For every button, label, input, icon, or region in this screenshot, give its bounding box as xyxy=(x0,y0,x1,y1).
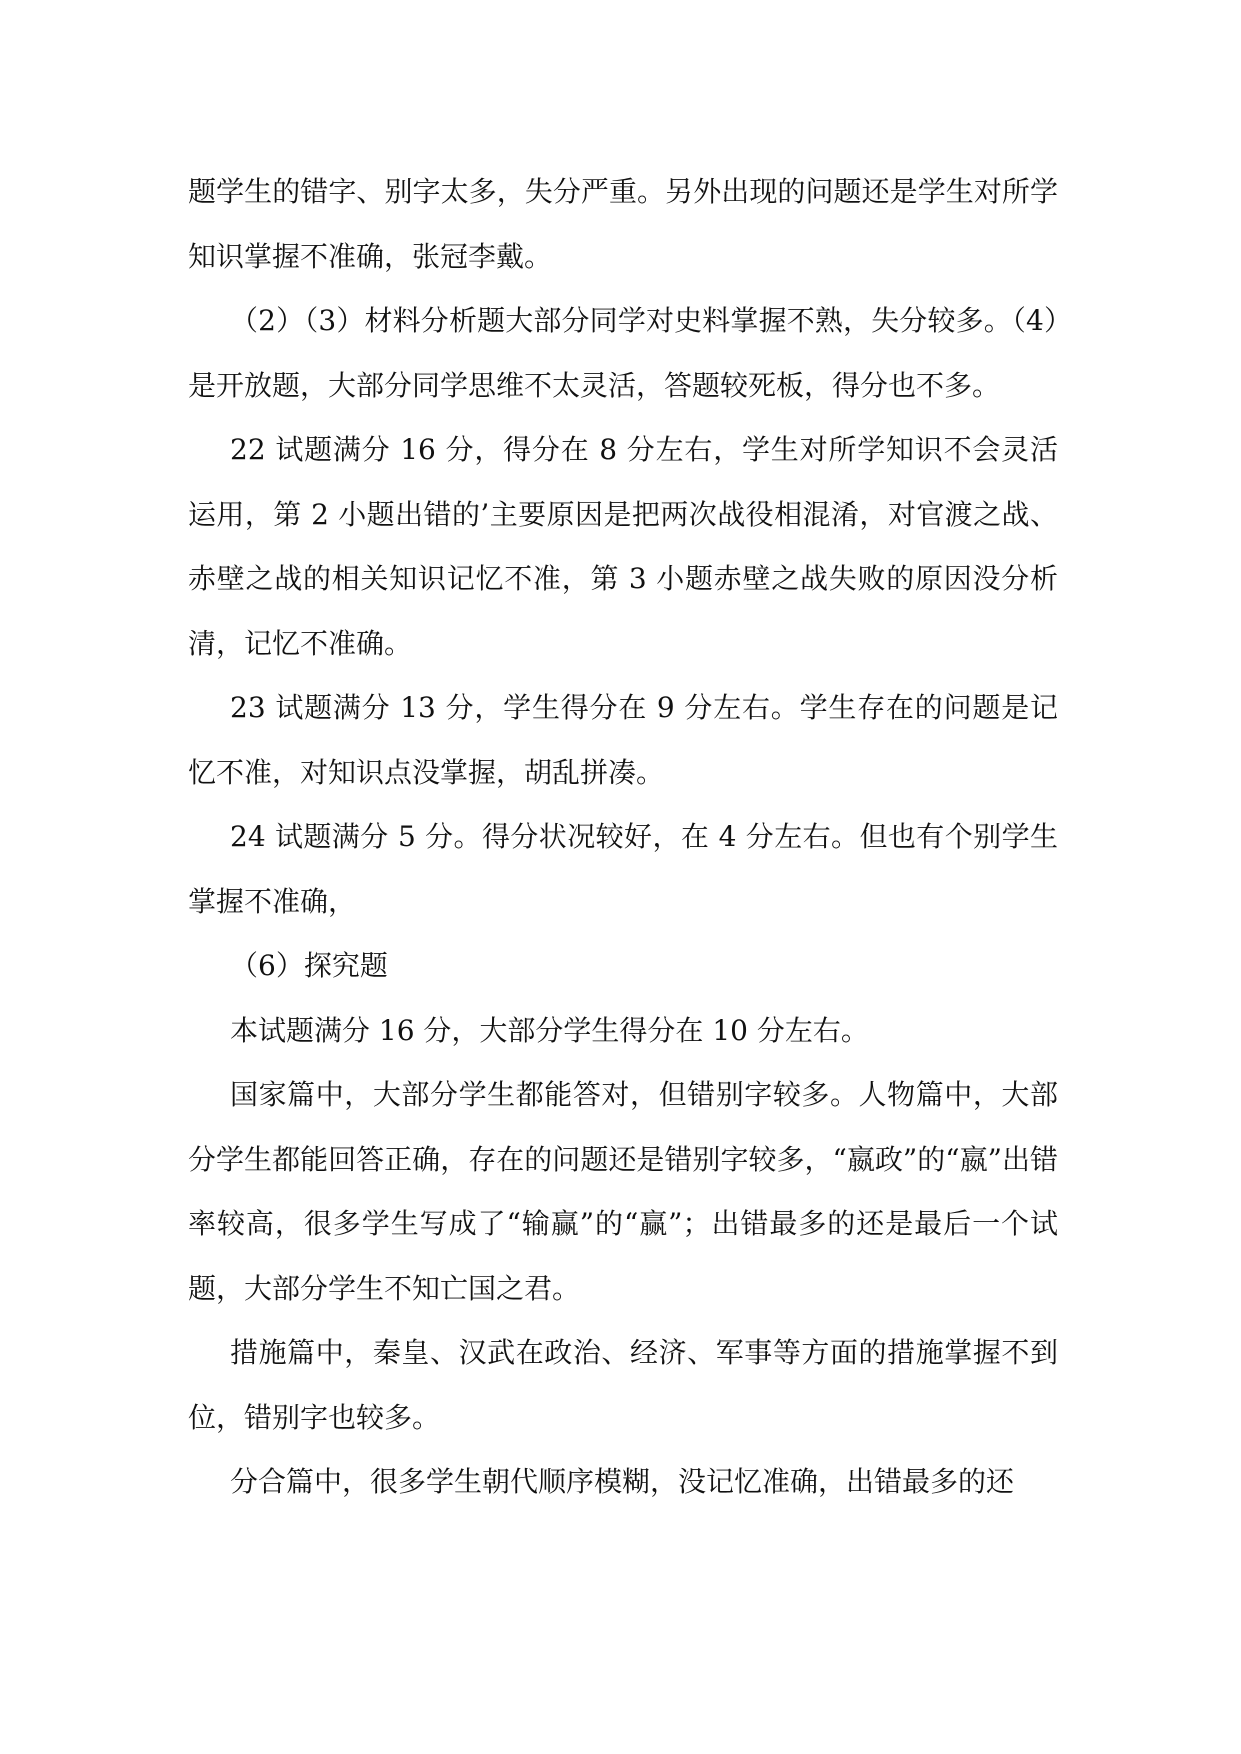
paragraph: 本试题满分 16 分，大部分学生得分在 10 分左右。 xyxy=(230,1013,869,1047)
paragraph: 24 试题满分 5 分。得分状况较好，在 4 分左右。但也有个别学生掌握不准确， xyxy=(188,820,1058,918)
paragraph: 措施篇中，秦皇、汉武在政治、经济、军事等方面的措施掌握不到位，错别字也较多。 xyxy=(188,1336,1058,1434)
paragraph: （2）（3）材料分析题大部分同学对史料掌握不熟，失分较多。（4）是开放题，大部分同学思维不太灵活，答题较死板，得分也不多。 xyxy=(188,304,1058,402)
document-body xyxy=(188,160,1058,1515)
section-heading: （6）探究题 xyxy=(230,949,388,982)
paragraph: 题学生的错字、别字太多，失分严重。另外出现的问题还是学生对所学知识掌握不准确，张冠李戴。 xyxy=(188,175,1058,273)
paragraph: 22 试题满分 16 分，得分在 8 分左右，学生对所学知识不会灵活运用，第 2 小题出错的’主要原因是把两次战役相混淆，对官渡之战、赤壁之战的相关知识记忆不准，第 3 小题赤壁之战失败的原因没分析清，记忆不准确。 xyxy=(188,433,1058,660)
paragraph: 分合篇中，很多学生朝代顺序模糊，没记忆准确，出错最多的还 xyxy=(230,1465,1015,1498)
paragraph: 23 试题满分 13 分，学生得分在 9 分左右。学生存在的问题是记忆不准，对知识点没掌握，胡乱拼凑。 xyxy=(188,691,1058,789)
paragraph: 国家篇中，大部分学生都能答对，但错别字较多。人物篇中，大部分学生都能回答正确，存在的问题还是错别字较多，“嬴政”的“嬴”出错率较高，很多学生写成了“输赢”的“赢”；出错最多的还是最后一个试题，大部分学生不知亡国之君。 xyxy=(188,1078,1058,1305)
